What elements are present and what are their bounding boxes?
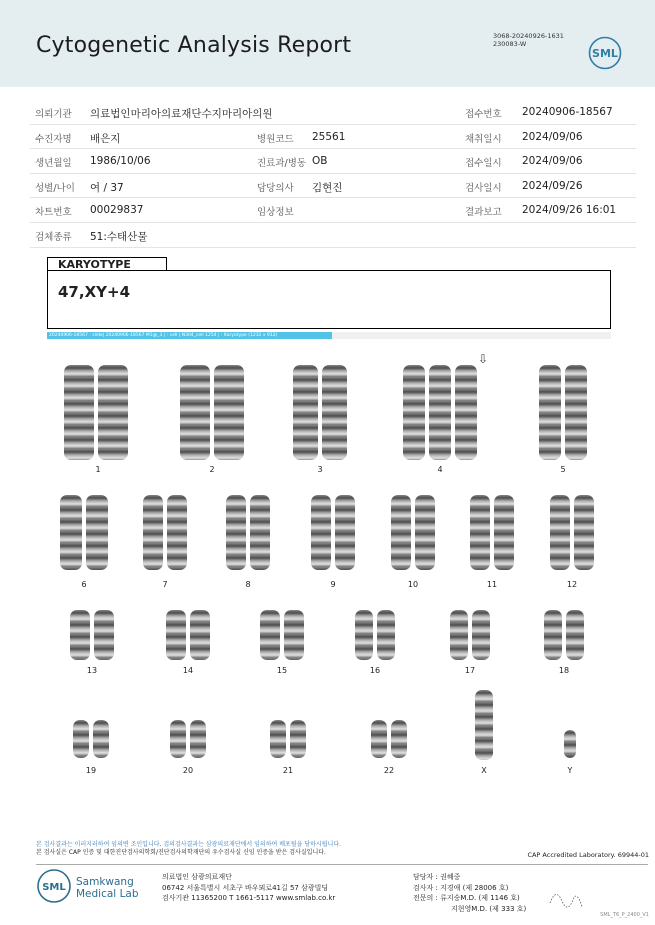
- chromosome-image: [539, 365, 561, 460]
- sml-logo: [588, 36, 622, 70]
- karyotype-result: 47,XY+4: [58, 283, 131, 301]
- footnote-line-2: 본 검사실은 CAP 인증 및 대한진단검사의학회/진단검사의학재단의 우수검사실 신임 인증을 받은 검사실입니다.: [36, 849, 326, 856]
- chromosome-label: 22: [383, 766, 395, 775]
- chromosome-label: 3: [317, 465, 323, 474]
- collect-date-value: 2024/09/06: [522, 130, 583, 143]
- brand-line-2: Medical Lab: [76, 888, 139, 900]
- document-number-line-2: 230083-W: [493, 40, 527, 48]
- specimen-label: 검체종류: [35, 231, 72, 243]
- chromosome-image: [73, 720, 89, 758]
- chromosome-image: [475, 690, 493, 760]
- brand-line-1: Samkwang: [76, 876, 134, 888]
- chromosome-label: 16: [369, 666, 381, 675]
- chromosome-image: [166, 610, 186, 660]
- chromosome-label: 2: [209, 465, 215, 474]
- patient-value: 배은지: [90, 132, 121, 145]
- chromosome-label: 4: [437, 465, 443, 474]
- footer-divider: [36, 864, 648, 865]
- chromosome-image: [565, 365, 587, 460]
- chromosome-label: X: [481, 766, 487, 775]
- report-header: [0, 0, 655, 87]
- karyotype-heading: KARYOTYPE: [47, 257, 167, 270]
- collect-date-label: 채취일시: [465, 133, 502, 145]
- chromosome-label: 9: [330, 580, 336, 589]
- report-date-value: 2024/09/26 16:01: [522, 204, 617, 217]
- chromosome-image: [311, 495, 331, 570]
- patient-info-table: [30, 100, 636, 248]
- chromosome-label: 17: [464, 666, 476, 675]
- receive-date-label: 접수일시: [465, 158, 502, 170]
- chromosome-image: [180, 365, 210, 460]
- info-row-6: [30, 223, 636, 248]
- chromosome-image: [566, 610, 584, 660]
- staff-list: [413, 872, 526, 914]
- chromosome-image: [429, 365, 451, 460]
- chromosome-label: 14: [182, 666, 194, 675]
- sex-age-value: 여 / 37: [90, 181, 124, 194]
- staff-line-2: 검사자 : 지경애 (제 28006 호): [413, 883, 509, 892]
- dept-value: OB: [312, 155, 328, 168]
- chromosome-label: 1: [95, 465, 101, 474]
- chromosome-label: 5: [560, 465, 566, 474]
- chromosome-label: 20: [182, 766, 194, 775]
- chromosome-image: [170, 720, 186, 758]
- staff-line-4: 지현영M.D. (제 333 호): [451, 904, 527, 913]
- chromosome-image: [355, 610, 373, 660]
- chromosome-image: [322, 365, 347, 460]
- samkwang-logo-icon: [36, 868, 72, 904]
- chromosome-image: [226, 495, 246, 570]
- footnote: [36, 841, 341, 857]
- address-line-2: 06742 서울특별시 서초구 바우뫼로41길 57 삼광빌딩: [162, 883, 329, 892]
- chromosome-label: 6: [81, 580, 87, 589]
- chromosome-image: [470, 495, 490, 570]
- test-date-label: 검사일시: [465, 182, 502, 194]
- address-line-1: 의료법인 삼광의료재단: [162, 873, 232, 881]
- chromosome-image: [371, 720, 387, 758]
- staff-line-3: 전문의 : 류지숭M.D. (제 1146 호): [413, 894, 520, 902]
- doctor-value: 김현진: [312, 181, 343, 194]
- form-code: SML_T6_P_2400_V1: [600, 912, 649, 918]
- institution-label: 의뢰기관: [35, 109, 72, 120]
- chromosome-image: [94, 610, 114, 660]
- chromosome-image: [391, 495, 411, 570]
- chromosome-image: [284, 610, 304, 660]
- karyogram-meta-bar: [332, 332, 611, 339]
- samkwang-brand: [36, 868, 139, 908]
- chromosome-image: [290, 720, 306, 758]
- document-number: [493, 32, 564, 48]
- chromosome-label: 10: [407, 580, 419, 589]
- karyogram-image-meta: 20240906-18567 : slide| 20240906-18567 M1@_3 | : cell | N304_cell 1254 | : Karyotype (1232 x 912): [47, 332, 332, 339]
- karyotype-result-box: [47, 270, 611, 329]
- report-title: Cytogenetic Analysis Report: [36, 33, 352, 58]
- chromosome-image: [64, 365, 94, 460]
- address-line-3: 검사기관 11365200 T 1661-5117 www.smlab.co.kr: [162, 894, 336, 902]
- lab-address: [162, 872, 335, 904]
- chromosome-image: [544, 610, 562, 660]
- chromosome-label: 13: [86, 666, 98, 675]
- specimen-value: 51:수태산물: [90, 230, 148, 243]
- chart-no-value: 00029837: [90, 204, 144, 217]
- chromosome-label: 21: [282, 766, 294, 775]
- chromosome-image: [391, 720, 407, 758]
- report-date-label: 결과보고: [465, 207, 502, 219]
- dept-label: 진료과/병동: [257, 158, 307, 170]
- info-row-4: [30, 174, 636, 199]
- chromosome-image: [455, 365, 477, 460]
- chromosome-image: [293, 365, 318, 460]
- reception-no-value: 20240906-18567: [522, 106, 613, 118]
- institution-value: 의료법인마리아의료재단수지마리아의원: [90, 108, 273, 120]
- receive-date-value: 2024/09/06: [522, 155, 583, 168]
- chromosome-image: [167, 495, 187, 570]
- chromosome-image: [377, 610, 395, 660]
- document-number-line-1: 3068-20240926-1631: [493, 32, 564, 40]
- info-row-2: [30, 125, 636, 150]
- chromosome-label: 8: [245, 580, 251, 589]
- clinical-info-label: 임상정보: [257, 207, 294, 219]
- chromosome-image: [270, 720, 286, 758]
- chromosome-image: [335, 495, 355, 570]
- chromosome-label: 12: [566, 580, 578, 589]
- chromosome-image: [250, 495, 270, 570]
- chromosome-image: [190, 610, 210, 660]
- chromosome-image: [60, 495, 82, 570]
- chromosome-label: 19: [85, 766, 97, 775]
- chromosome-image: [450, 610, 468, 660]
- doctor-label: 담당의사: [257, 182, 294, 194]
- svg-text:SML: SML: [592, 47, 618, 60]
- signature-icon: [548, 881, 584, 913]
- chromosome-image: [260, 610, 280, 660]
- chromosome-label: 18: [558, 666, 570, 675]
- chromosome-image: [214, 365, 244, 460]
- reception-no-label: 접수번호: [465, 109, 502, 120]
- chromosome-label: 11: [486, 580, 498, 589]
- chromosome-label: Y: [567, 766, 573, 775]
- info-row-3: [30, 149, 636, 174]
- chromosome-image: [98, 365, 128, 460]
- chromosome-image: [494, 495, 514, 570]
- dob-value: 1986/10/06: [90, 155, 151, 168]
- chromosome-label: 7: [162, 580, 168, 589]
- patient-label: 수진자명: [35, 133, 72, 145]
- chromosome-image: [143, 495, 163, 570]
- chromosome-image: [574, 495, 594, 570]
- test-date-value: 2024/09/26: [522, 179, 583, 192]
- cap-accreditation: CAP Accredited Laboratory. 69944-01: [527, 851, 649, 859]
- sex-age-label: 성별/나이: [35, 182, 75, 194]
- chromosome-image: [93, 720, 109, 758]
- chromosome-image: [403, 365, 425, 460]
- samkwang-name: [76, 876, 139, 900]
- chromosome-image: [564, 730, 576, 758]
- chromosome-image: [190, 720, 206, 758]
- svg-text:SML: SML: [42, 882, 66, 893]
- chart-no-label: 차트번호: [35, 207, 72, 219]
- footnote-line-1: 본 검사결과는 이러지러하여 임의변 조인입니다, 검의검사결과는 삼광의료재단에서 임의하여 배포될을 당하시됩니다.: [36, 841, 341, 848]
- chromosome-image: [70, 610, 90, 660]
- dob-label: 생년월일: [35, 158, 72, 170]
- info-row-5: [30, 198, 636, 223]
- staff-line-1: 담당자 : 권혜중: [413, 873, 461, 881]
- chromosome-image: [86, 495, 108, 570]
- chromosome-image: [472, 610, 490, 660]
- chromosome-image: [550, 495, 570, 570]
- info-row-1: [30, 100, 636, 125]
- chromosome-image: [415, 495, 435, 570]
- hospital-code-value: 25561: [312, 130, 346, 143]
- chromosome-label: 15: [276, 666, 288, 675]
- hospital-code-label: 병원코드: [257, 133, 294, 145]
- trisomy-arrow-icon: ⇩: [478, 352, 489, 366]
